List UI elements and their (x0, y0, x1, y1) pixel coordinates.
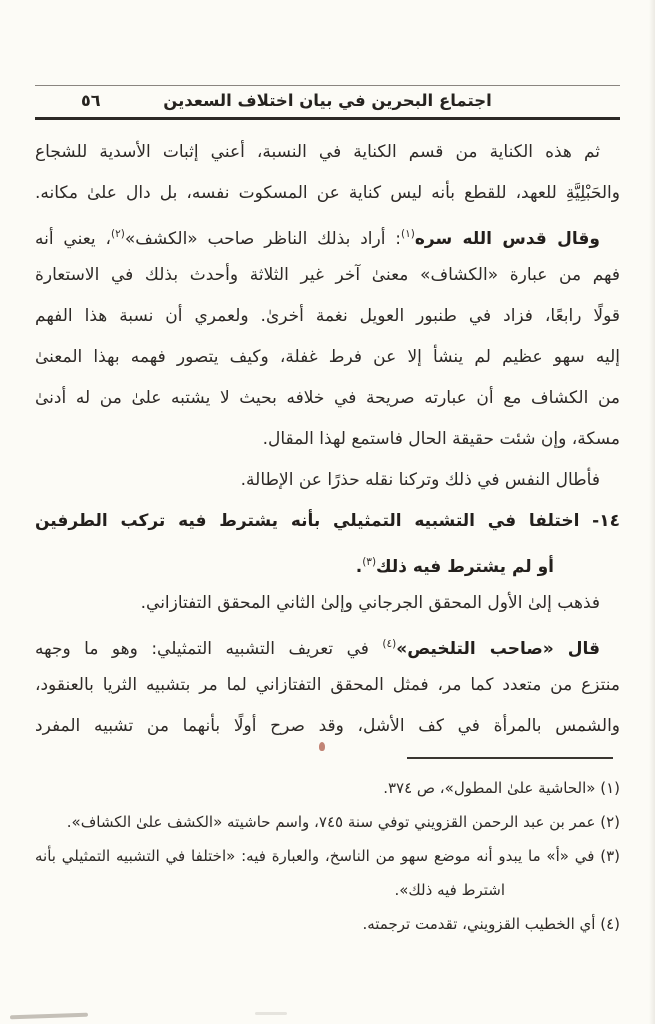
text-segment: ، يعني أنه (35, 229, 111, 249)
body-line (35, 255, 620, 296)
book-title: اجتماع البحرين في بيان اختلاف السعدين (163, 91, 492, 110)
footnote-separator (407, 757, 613, 759)
text-segment: وقال قدس الله سره (414, 229, 600, 249)
text-segment: : أراد بذلك الناظر صاحب «الكشف» (124, 229, 401, 249)
text-segment: فأطال النفس في ذلك وتركنا نقله حذرًا عن الإطالة. (240, 470, 600, 490)
body-line (35, 296, 620, 337)
text-segment: ثم هذه الكناية من قسم الكناية في النسبة، أعني إثبات الأسدية للشجاع (35, 142, 600, 162)
body-line (35, 173, 620, 214)
text-segment: قولًا رابعًا، فزاد في طنبور العويل نغمة أخرىٰ. ولعمري أن نسبة هذا الفهم (35, 306, 620, 326)
footnote-line (35, 771, 620, 805)
footnote-line (35, 907, 620, 941)
text-segment: والشمس بالمرأة في كف الأشل، وقد صرح أولًا بأنهما من تشبيه المفرد (35, 716, 620, 736)
text-segment: فذهب إلىٰ الأول المحقق الجرجاني وإلىٰ الثاني المحقق التفتازاني. (140, 593, 600, 613)
scan-edge-shade (649, 0, 655, 1024)
body-line (35, 624, 620, 665)
page-number: ٥٦ (81, 91, 101, 110)
text-segment: في تعريف التشبيه التمثيلي: وهو ما وجهه (35, 639, 383, 659)
footnote-marker: (٤) (382, 638, 397, 650)
running-head (35, 85, 620, 120)
body-line (35, 378, 620, 419)
text-segment: اشترط فيه ذلك». (394, 881, 505, 899)
footnote-line (35, 873, 620, 907)
text-segment: (٤) أي الخطيب القزويني، تقدمت ترجمته. (362, 915, 620, 933)
footnotes (35, 771, 620, 941)
body-line (35, 706, 620, 747)
text-segment: مسكة، وإن شئت حقيقة الحال فاستمع لهذا المقال. (262, 429, 620, 449)
text-segment: إليه سهو عظيم لم ينشأ إلا عن فرط غفلة، وكيف يتصور فهمه بهذا المعنىٰ (35, 347, 620, 367)
body-text (35, 132, 620, 747)
text-segment: (٣) في «أ» ما يبدو أنه موضع سهو من الناسخ، والعبارة فيه: «اختلفا في التشبيه التمثيلي بأنه (35, 847, 620, 865)
body-line (35, 337, 620, 378)
body-line (35, 132, 620, 173)
footnote-marker: (٢) (110, 228, 125, 240)
body-line (35, 665, 620, 706)
body-line (35, 542, 620, 583)
text-segment: . (355, 557, 363, 577)
text-segment: فهم من عبارة «الكشاف» معنىٰ آخر غير الثلاثة وأحدث بذلك في الاستعارة (35, 265, 620, 285)
body-line (35, 501, 620, 542)
text-segment: من الكشاف مع أن عبارته صريحة في خلافه بحيث لا يشتبه علىٰ من له أدنىٰ (35, 388, 620, 408)
scan-artifact (10, 1013, 88, 1020)
text-segment: (١) «الحاشية علىٰ المطول»، ص ٣٧٤. (383, 779, 620, 797)
body-line (35, 214, 620, 255)
text-segment: ١٤- اختلفا في التشبيه التمثيلي بأنه يشترط فيه تركب الطرفين (35, 511, 620, 531)
text-segment: (٢) عمر بن عبد الرحمن القزويني توفي سنة ٧٤٥، واسم حاشيته «الكشف علىٰ الكشاف». (66, 813, 620, 831)
body-line (35, 460, 620, 501)
body-line (35, 583, 620, 624)
text-segment: منتزع من متعدد كما مر، فمثل المحقق التفتازاني لما مر بتشبيه الثريا بالعنقود، (35, 675, 620, 695)
text-segment: قال «صاحب التلخيص» (396, 639, 600, 659)
footnote-marker: (٣) (362, 556, 377, 568)
text-segment: أو لم يشترط فيه ذلك (376, 557, 554, 577)
text-segment: والحَبْلِيَّةِ للعهد، للقطع بأنه ليس كناية عن المسكوت نفسه، بل دال علىٰ مكانه. (35, 183, 620, 203)
footnote-line (35, 805, 620, 839)
body-line (35, 419, 620, 460)
footnote-line (35, 839, 620, 873)
scan-artifact (255, 1012, 287, 1015)
scan-artifact (319, 742, 325, 751)
footnote-marker: (١) (401, 228, 415, 240)
